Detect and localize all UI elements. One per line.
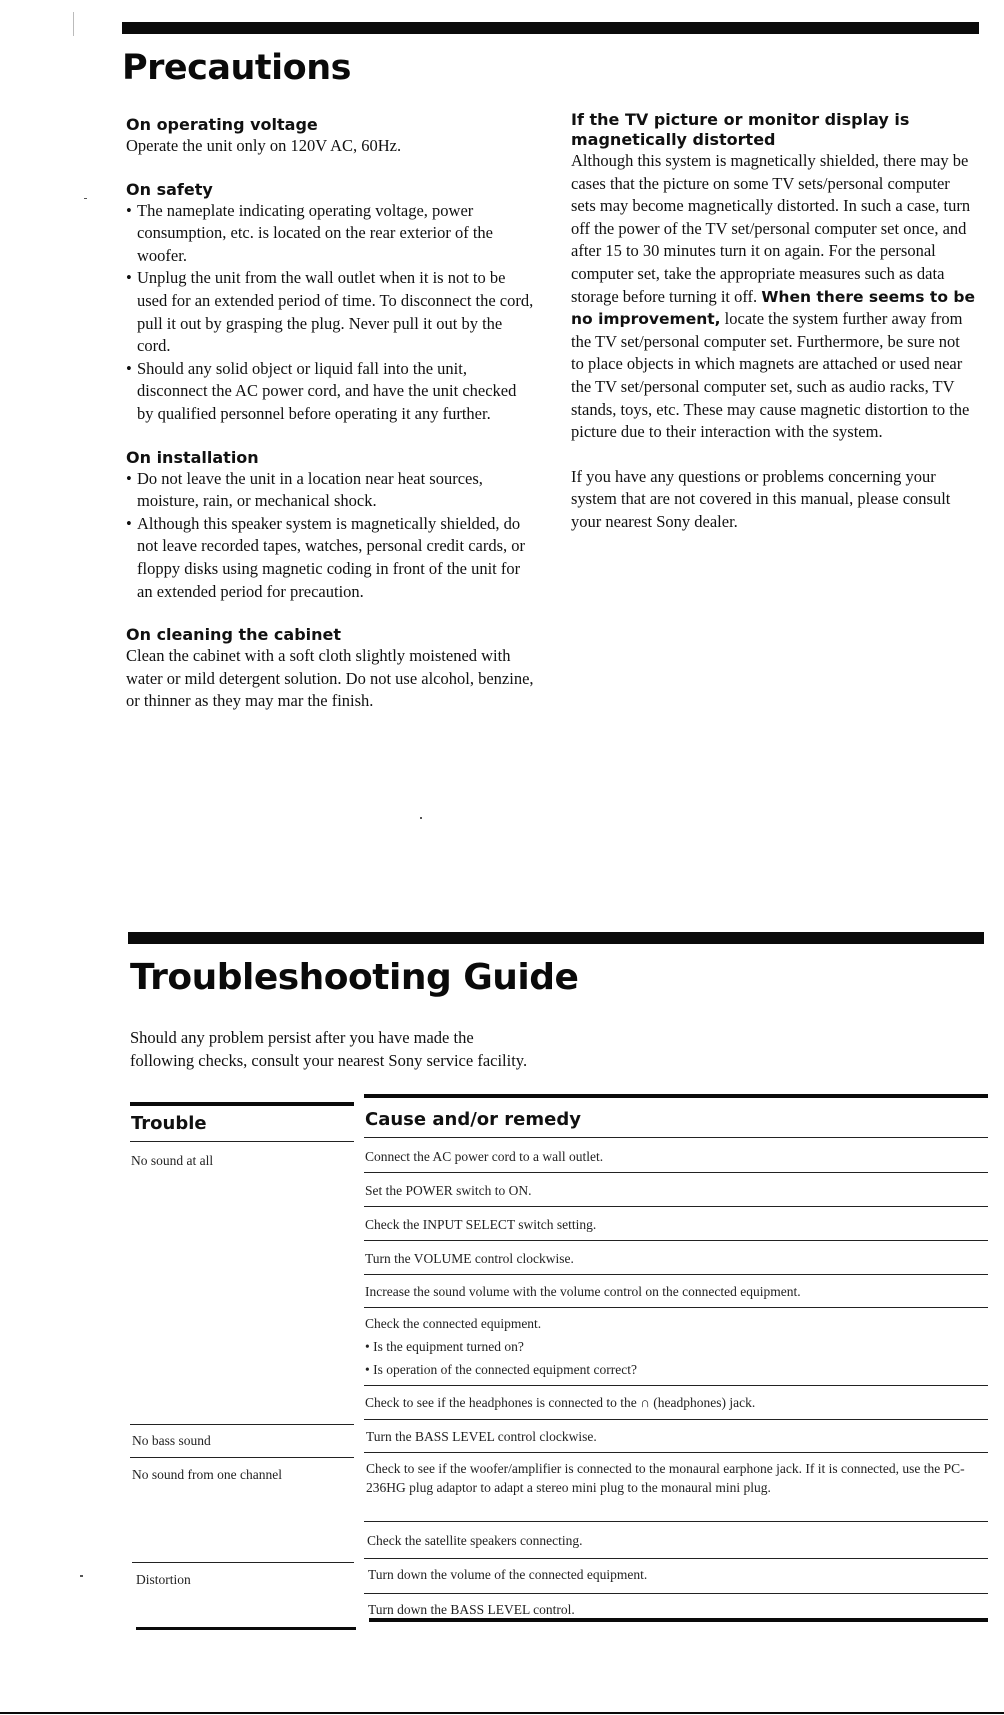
column-header-remedy: Cause and/or remedy [365, 1109, 581, 1130]
column-header-trouble: Trouble [131, 1113, 207, 1134]
table-top-rule-trouble [130, 1102, 354, 1106]
row-rule [364, 1452, 988, 1453]
section-bar [128, 932, 984, 944]
section-heading: On installation [126, 447, 259, 467]
row-rule [130, 1457, 354, 1458]
remedy-cell: Increase the sound volume with the volume control on the connected equipment. [365, 1284, 801, 1299]
remedy-bullet: • Is the equipment turned on? [365, 1339, 524, 1354]
section-heading: On safety [126, 179, 213, 199]
bullet-item: • Unplug the unit from the wall outlet when it is not to be used for an extended period of time. To disconnect the cord, pull it out by grasping the plug. Never pull it out by the cord. [126, 267, 536, 357]
bullet-item: • Should any solid object or liquid fall into the unit, disconnect the AC power cord, and have the unit checked by qualified personnel before operating it any further. [126, 358, 536, 426]
bullet-item: • Although this speaker system is magnetically shielded, do not leave recorded tapes, watches, personal credit cards, or floppy disks using magnetic coding in front of the unit for an extended period for precaution. [126, 513, 536, 603]
section-text: Operate the unit only on 120V AC, 60Hz. [126, 136, 402, 155]
paragraph-text: Although this system is magnetically shielded, there may be cases that the picture on some TV sets/personal computer sets may become magnetically distorted. In such a case, turn off the power of the TV set/personal computer set once, and after 15 to 30 minutes turn it on again. For the personal computer set, take the appropriate measures such as data storage before turning it off. [571, 151, 971, 306]
row-rule [364, 1385, 988, 1386]
remedy-cell: Turn the BASS LEVEL control clockwise. [366, 1429, 597, 1444]
scan-speck [84, 198, 87, 199]
emphasis-text: When there seems to be no improvement, [571, 287, 975, 329]
row-rule [364, 1593, 988, 1594]
row-rule [364, 1307, 988, 1308]
table-top-rule-remedy [364, 1094, 988, 1098]
remedy-cell: Check the connected equipment. [365, 1316, 542, 1331]
header-bar [122, 22, 979, 34]
row-rule [132, 1562, 354, 1563]
row-rule [364, 1172, 988, 1173]
troubleshooting-intro [130, 1027, 530, 1072]
table-bottom-rule-trouble [136, 1627, 356, 1630]
remedy-cell: Turn the VOLUME control clockwise. [365, 1251, 574, 1266]
remedy-cell: Connect the AC power cord to a wall outlet. [365, 1149, 604, 1164]
row-rule [364, 1240, 988, 1241]
row-rule [364, 1558, 988, 1559]
precautions-left-column [126, 115, 536, 735]
section-title: Troubleshooting Guide [130, 957, 579, 998]
scan-speck [420, 817, 422, 819]
row-rule [130, 1424, 354, 1425]
trouble-cell: Distortion [136, 1572, 191, 1587]
bullet-item: • The nameplate indicating operating voltage, power consumption, etc. is located on the rear exterior of the woofer. [126, 200, 536, 268]
section-installation [126, 448, 536, 604]
remedy-cell: Turn down the volume of the connected equipment. [368, 1567, 648, 1582]
page-title: Precautions [122, 48, 351, 88]
section-heading: On operating voltage [126, 115, 318, 134]
remedy-cell: Check to see if the headphones is connected to the ∩ (headphones) jack. [365, 1395, 756, 1410]
trouble-cell: No sound at all [131, 1153, 214, 1168]
section-text: If you have any questions or problems concerning your system that are not covered in this manual, please consult your nearest Sony dealer. [571, 466, 951, 531]
page-bottom-line [0, 1712, 1004, 1714]
remedy-cell: Set the POWER switch to ON. [365, 1183, 532, 1198]
row-rule [364, 1206, 988, 1207]
intro-text: Should any problem persist after you have made the following checks, consult your nearest Sony service facility. [130, 1028, 528, 1070]
row-rule [364, 1419, 988, 1420]
remedy-bullet: • Is operation of the connected equipment correct? [365, 1362, 637, 1377]
row-rule [364, 1274, 988, 1275]
bullet-item: • Do not leave the unit in a location near heat sources, moisture, rain, or mechanical shock. [126, 468, 536, 513]
remedy-cell: Check the satellite speakers connecting. [367, 1533, 583, 1548]
table-bottom-rule-remedy [369, 1618, 988, 1622]
trouble-cell: No bass sound [132, 1433, 211, 1448]
header-rule-trouble [130, 1141, 354, 1142]
section-heading: If the TV picture or monitor display is magnetically distorted [571, 110, 910, 149]
paragraph-text: locate the system further away from the TV set/personal computer set. Furthermore, be sure not to place objects in which magnets are attached or used near the TV set/personal computer set, such as audio racks, TV stands, toys, etc. These may cause magnetic distortion to the picture due to their interaction with the system. [571, 309, 970, 442]
scan-speck [73, 12, 74, 36]
remedy-cell: Check to see if the woofer/amplifier is connected to the monaural earphone jack. If it is connected, use the PC-236HG plug adaptor to adapt a stereo mini plug to the monaural mini plug. [366, 1461, 965, 1495]
section-heading: On cleaning the cabinet [126, 625, 342, 645]
section-text: Clean the cabinet with a soft cloth slightly moistened with water or mild detergent solution. Do not use alcohol, benzine, or thinner as they may mar the finish. [126, 646, 534, 711]
remedy-cell: Turn down the BASS LEVEL control. [368, 1602, 575, 1617]
row-rule [364, 1521, 988, 1522]
header-rule-remedy [364, 1137, 988, 1138]
remedy-cell: Check the INPUT SELECT switch setting. [365, 1217, 597, 1232]
section-text [571, 150, 976, 444]
trouble-cell: No sound from one channel [132, 1467, 282, 1482]
section-safety [126, 180, 536, 426]
section-operating-voltage [126, 115, 536, 158]
bullet-text: Is operation of the connected equipment correct? [373, 1362, 637, 1377]
bullet-text: Is the equipment turned on? [373, 1339, 524, 1354]
scan-speck [80, 1575, 83, 1577]
precautions-right-column [571, 110, 976, 534]
section-cleaning [126, 625, 536, 713]
